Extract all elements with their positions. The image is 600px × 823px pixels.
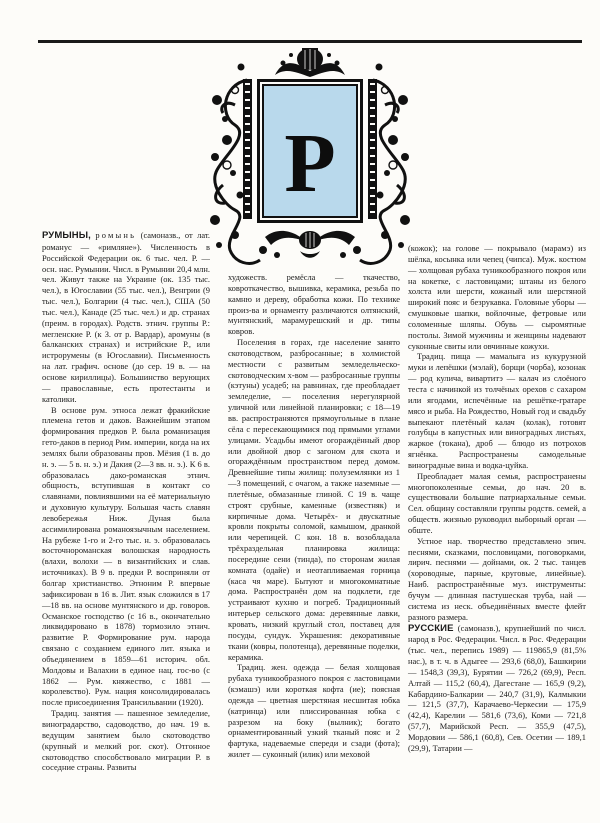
column-middle [228,272,400,760]
paragraph-folklore: Устное нар. творчество представлено эпич. песнями, сказками, пословицами, поговорками, лирич. песнями — дойнами, ок. 2 тыс. танцев (хороводные, парные, круговые, линейные). Наиб. распространённые муз. инструменты: бучум — длинная пастушеская труба, най — система из неск. объединённых вместе флейт разного размера. [408,535,586,622]
entry-headword-russkie: РУССКИЕ [408,622,454,634]
drop-cap-letter: Р [284,117,336,210]
ornamental-drop-cap-frame [205,45,415,285]
paragraph-family: Преобладает малая семья, распространены многопоколенные семьи, до нач. 20 в. существовали большие патриархальные семьи. Сел. общину составляли группы родств. семей, а обществ. жизнью руководил выборный орган — обште. [408,470,586,535]
entry-rumyny-intro [42,230,210,405]
entry-russkie-text: (самоназв.), крупнейший по числ. народ в Рос. Федерации. Числ. в Рос. Федерации (тыс. чел., перепись 1989) — 119865,9 (81,5% нас.), в т. ч. в Адыгее — 293,6 (68,0), Башкирии — 1548,3 (39,3), Бурятии — 726,2 (69,9), Респ. Алтай — 115,2 (60,4), Дагестане — 165,9 (9,2), Кабардино-Балкарии — 240,7 (31,9), Калмыкии — 121,5 (37,7), Карачаево-Черкесии — 175,9 (42,4), Карелии — 581,6 (73,6), Коми — 721,8 (57,7), Марийской Респ. — 355,9 (47,5), Мордовии — 586,1 (60,8), Сев. Осетии — 189,1 (29,9), Татарии — [408,622,586,753]
entry-text: (самоназв., от лат. романус — «римляне»). Численность в Российской Федерации ок. 6 тыс. чел. Р. — осн. нас. Румынии. Числ. в Румынии 20,4 млн. чел. Живут также на Украине (ок. 135 тыс. чел.), в Югославии (55 тыс. чел.), Венгрии (9 тыс. чел.), Болгарии (4 тыс. чел.), США (50 тыс. чел.), Канаде (25 тыс. чел.) и др. странах (преим. в городах). Родств. этнич. группы Р.: мегленские Р. (к З. от р. Вардар), аромуны (в балканских странах) и истрийские Р., или истрорумены (в Югославии). Письменность на лат. графич. основе (до сер. 19 в. — на основе кириллицы). Большинство верующих — православные, есть протестанты и католики. [42,230,211,404]
column-left [42,230,210,773]
paragraph-occupations: Традиц. занятия — пашенное земледелие, виноградарство, садоводство, до нач. 19 в. ведущим занятием было скотоводство (крупный и мелкий рог. скот). Отгонное скотоводство способствовало миграции Р. в соседние страны. Развиты [42,708,210,773]
paragraph-clothing-cont: (кожок); на голове — покрывало (марамэ) из шёлка, косынка или чепец (чипса). Муж. костюм — холщовая рубаха туникообразного покроя или на кокетке, с ластовицами; штаны из белого холста или шерсти, кожаный или шерстяной широкий пояс и безрукавка. Головные уборы — смушковые шапки, войлочные, фетровые или соломенные шляпы. Обувь — сыромятные постолы. Зимой мужчины и женщины надевают суконные свиты или овчинные кожухи. [408,243,586,351]
paragraph-ethnogenesis: В основе рум. этноса лежат фракийские племена гетов и даков. Важнейшим этапом формирования предков Р. была романизация гето-даков в период Рим. империи, когда на их землях были образованы пров. Мёзия (1 в. до н. э. — 5 в. н. э.) и Дакия (2—3 вв. н. э.). К 6 в. образовалась дако-романская этнич. общность, вступившая в контакт со славянами, повлиявшими на её материальную и духовную культуру. Большая часть славян левобережья Ниж. Дуная была ассимилирована романоязычным населением. На рубеже 1-го и 2-го тыс. н. э. образовалась восточнороманская волошская народность (влахи, волохи — в византийских и слав. источниках). В 9 в. предки Р. восприняли от болгар христианство. Этноним Р. впервые зафиксирован в 16 в. Лит. язык сложился в 17—18 вв. на основе мунтянского и др. говоров. Османское господство (с 16 в., окончательно ликвидировано в 1878) тормозило этнич. развитие Р. Формирование рум. народа связано с созданием единого лит. языка и объединением в 1859—61 историч. обл. Молдовы и Валахии в единое нац. гос-во (с 1862 — Рум. княжество, с 1881 — королевство). Рум. нация консолидировалась после присоединения Трансильвании (1920). [42,404,210,708]
paragraph-crafts: художеств. ремёсла — ткачество, ковроткачество, вышивка, керамика, резьба по камню и дереву, обработка кожи. По технике произ-ва и орнаменту различаются олтянский, мунтянский, марамурешский и др. типы ковров. [228,272,400,337]
entry-headword: РУМЫНЫ, [42,230,91,241]
column-right [408,243,586,754]
paragraph-food: Традиц. пища — мамалыга из кукурузной муки и лепёшки (мэлай), борщи (чорба), козонак — род кулича, вивартитэ — калач из слоёного теста с начинкой из толчёных орехов с сахаром или ягодами, испечённые на решётке-гратаре мясо и рыба. На Рождество, Новый год и свадьбу выпекают плетёный калач (колак), готовят голубцы в капустных или виноградных листьях, жаркое (токана), дроб — блюдо из потрохов ягнёнка. Распространены самодельные виноградные вина и водка-цуйка. [408,351,586,470]
top-rule-divider [38,40,582,43]
entry-selfname: ромынь [95,230,137,240]
paragraph-womens-clothing: Традиц. жен. одежда — белая холщовая рубаха туникообразного покроя с ластовицами (кэмашэ) или короткая кофта (ие); поясная одежда — цветная шерстяная несшитая юбка (катринца) или плиссированная юбка с разрезом на боку (вылник); богато орнаментированный узкий тканый пояс и 2 фартука, надеваемые спереди и сзади (фота); жилет — суконный (илик) или меховой [228,662,400,760]
entry-russkie [408,623,586,754]
floral-ornament-icon [205,45,415,285]
paragraph-settlements: Поселения в горах, где население занято скотоводством, разбросанные; в холмистой местности с развитым земледельческо-скотоводческим х-вом — разбросанные группы (кэтуны) усадеб; на равнинах, где преобладает земледелие, — поселения нерегулярной уличной или линейной планировки; с 18—19 вв. распространяются прямоугольные в плане сёла с пересекающимися под прямыми углами улицами. Усадьбы имеют огораждённый двор или двойной двор с загоном для скота и огораждённым пространством перед домом. Древнейшие типы жилищ: полуземлянки из 1—3 помещений, с очагом, а также наземные — плетёные, обмазанные глиной. С 19 в. чаще строят срубные, каменные (известняк) и кирпичные дома. Четырёх- и двускатные кровли покрыты соломой, камышом, дранкой или черепицей. С кон. 18 в. возобладала трёхраздельная планировка жилища: посередине сени (тинда), по сторонам жилая комната (одайе) и неотапливаемая горница (каса чя маре). Бытуют и многокомнатные дома. Распространён дом на подклети, где устраивают кухню и погреб. Традиционный интерьер сельского дома: деревянные лавки, кровать, низкий круглый стол, поставец для посуды, сундук. Украшения: декоративные ткани (ковры, полотенца), деревянные поделки, керамика. [228,337,400,662]
